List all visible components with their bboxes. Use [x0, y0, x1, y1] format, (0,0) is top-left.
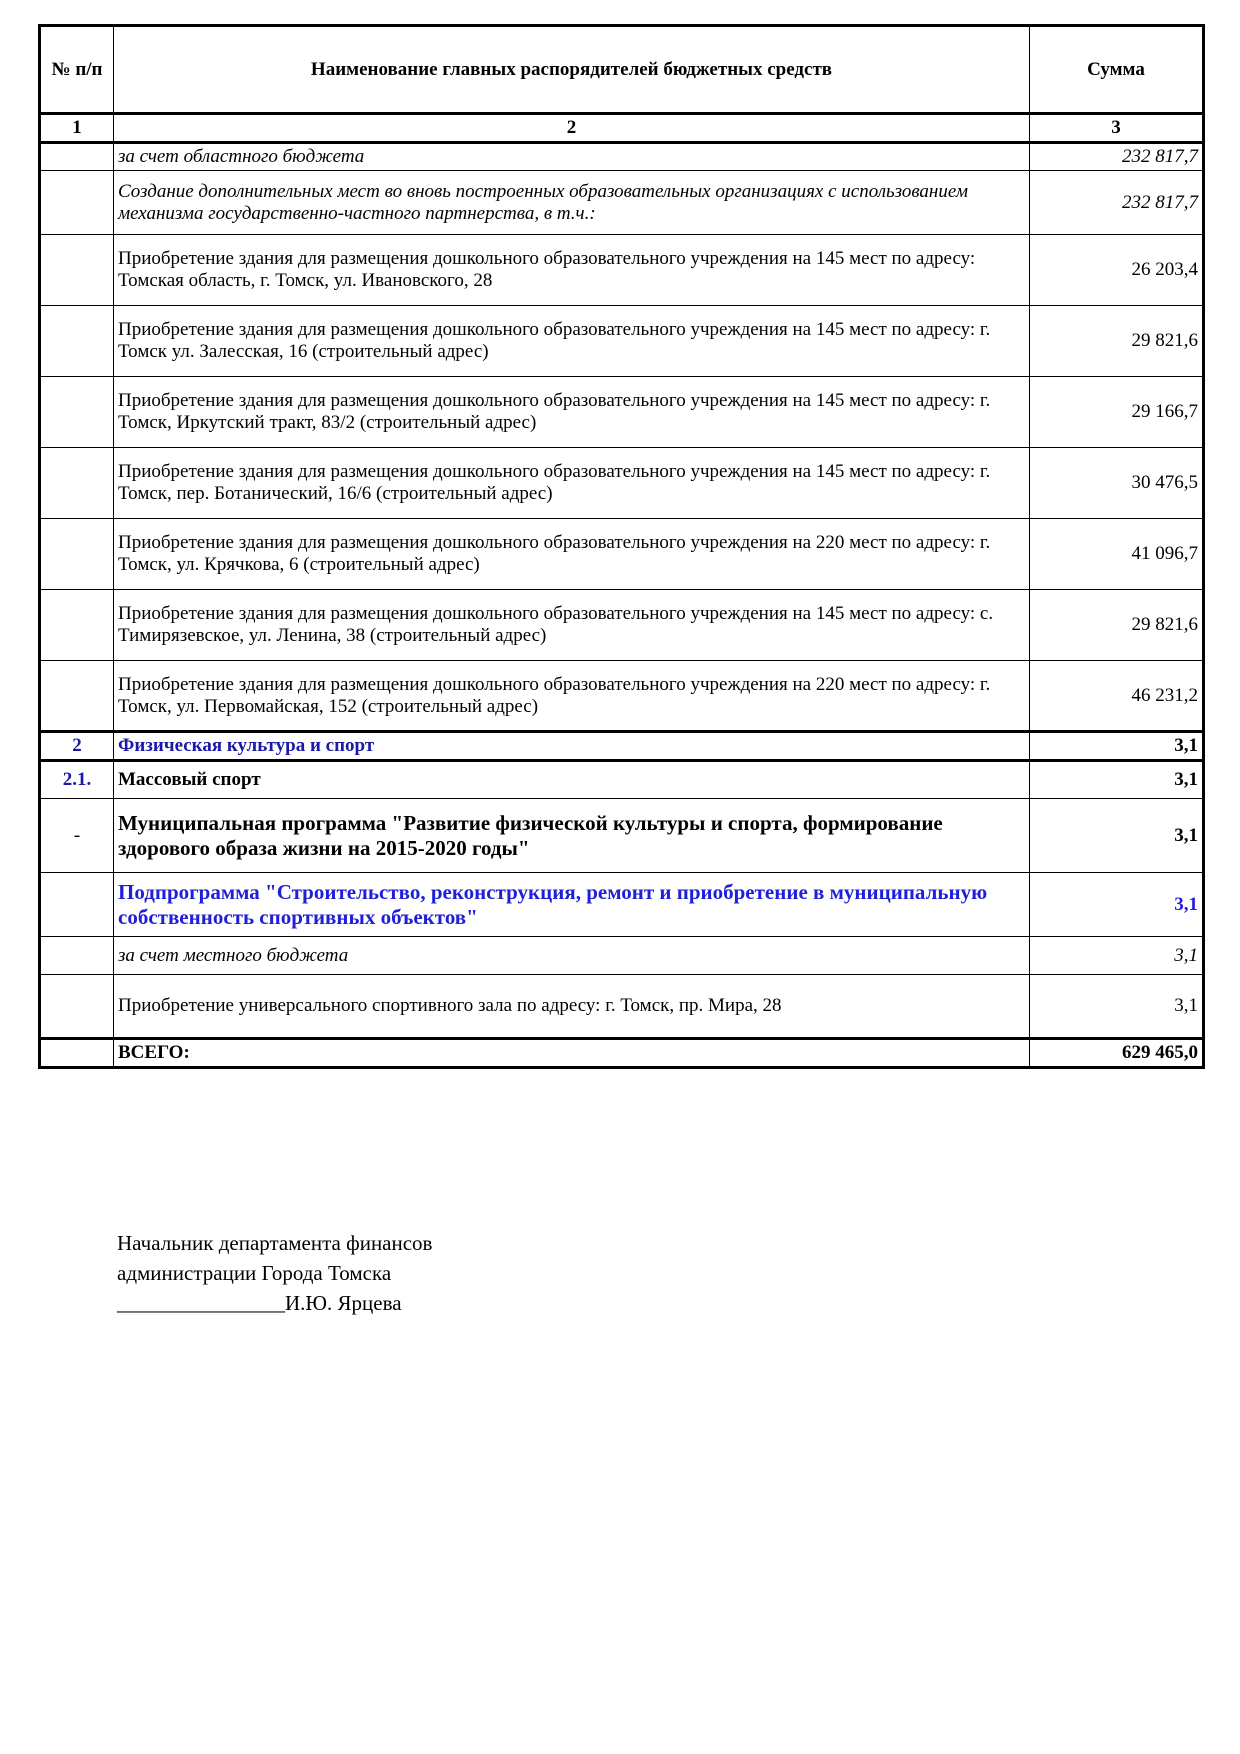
signature-name: ________________И.Ю. Ярцева: [117, 1291, 402, 1315]
row-sum: 46 231,2: [1030, 661, 1204, 732]
row-num: [40, 590, 114, 661]
subprogram-name: Подпрограмма "Строительство, реконструкция, ремонт и приобретение в муниципальную собственность спортивных объектов": [114, 873, 1030, 937]
budget-table: [38, 24, 1205, 1069]
section-num: 2: [40, 732, 114, 761]
row-sum: 29 821,6: [1030, 306, 1204, 377]
table-row: [40, 306, 1204, 377]
subprogram-sum: 3,1: [1030, 873, 1204, 937]
section-name: Физическая культура и спорт: [114, 732, 1030, 761]
table-row: [40, 590, 1204, 661]
row-name: Приобретение здания для размещения дошкольного образовательного учреждения на 220 мест по адресу: г. Томск, ул. Первомайская, 152 (строительный адрес): [114, 661, 1030, 732]
row-num: [40, 448, 114, 519]
row-name: за счет областного бюджета: [114, 143, 1030, 171]
header-num: № п/п: [40, 26, 114, 114]
subprogram-num: [40, 873, 114, 937]
row-num: [40, 661, 114, 732]
col-number-2: 2: [114, 114, 1030, 143]
row-num: [40, 377, 114, 448]
table-row: [40, 448, 1204, 519]
row-sum: 3,1: [1030, 975, 1204, 1039]
row-sum: 26 203,4: [1030, 235, 1204, 306]
table-row: [40, 143, 1204, 171]
row-num: [40, 235, 114, 306]
table-row: [40, 377, 1204, 448]
row-name: Приобретение здания для размещения дошкольного образовательного учреждения на 220 мест по адресу: г. Томск, ул. Крячкова, 6 (строительный адрес): [114, 519, 1030, 590]
col-number-3: 3: [1030, 114, 1204, 143]
signature-block: [117, 1228, 432, 1318]
table-row: [40, 661, 1204, 732]
total-sum: 629 465,0: [1030, 1039, 1204, 1068]
column-number-row: [40, 114, 1204, 143]
row-sum: 41 096,7: [1030, 519, 1204, 590]
row-name: Приобретение здания для размещения дошкольного образовательного учреждения на 145 мест по адресу: с. Тимирязевское, ул. Ленина, 38 (строительный адрес): [114, 590, 1030, 661]
program-num: -: [40, 799, 114, 873]
signature-position: Начальник департамента финансов: [117, 1231, 433, 1255]
col-number-1: 1: [40, 114, 114, 143]
total-label: ВСЕГО:: [114, 1039, 1030, 1068]
row-name: за счет местного бюджета: [114, 937, 1030, 975]
row-sum: 29 821,6: [1030, 590, 1204, 661]
subprogram-row: [40, 873, 1204, 937]
row-sum: 3,1: [1030, 937, 1204, 975]
row-name: Приобретение универсального спортивного зала по адресу: г. Томск, пр. Мира, 28: [114, 975, 1030, 1039]
row-num: [40, 306, 114, 377]
subsection-num: 2.1.: [40, 761, 114, 799]
table-row: [40, 519, 1204, 590]
row-num: [40, 171, 114, 235]
subsection-row: [40, 761, 1204, 799]
row-num: [40, 143, 114, 171]
table-row: [40, 171, 1204, 235]
row-name: Создание дополнительных мест во вновь построенных образовательных организациях с использованием механизма государственно-частного партнерства, в т.ч.:: [114, 171, 1030, 235]
table-row: [40, 975, 1204, 1039]
section-sum: 3,1: [1030, 732, 1204, 761]
row-name: Приобретение здания для размещения дошкольного образовательного учреждения на 145 мест по адресу: г. Томск ул. Залесская, 16 (строительный адрес): [114, 306, 1030, 377]
program-row: [40, 799, 1204, 873]
header-sum: Сумма: [1030, 26, 1204, 114]
row-sum: 29 166,7: [1030, 377, 1204, 448]
subsection-name: Массовый спорт: [114, 761, 1030, 799]
total-row: [40, 1039, 1204, 1068]
total-num: [40, 1039, 114, 1068]
row-num: [40, 937, 114, 975]
row-num: [40, 519, 114, 590]
header-name: Наименование главных распорядителей бюджетных средств: [114, 26, 1030, 114]
row-name: Приобретение здания для размещения дошкольного образовательного учреждения на 145 мест по адресу: Томская область, г. Томск, ул. Ивановского, 28: [114, 235, 1030, 306]
program-sum: 3,1: [1030, 799, 1204, 873]
row-sum: 232 817,7: [1030, 171, 1204, 235]
table-row: [40, 235, 1204, 306]
section-row: [40, 732, 1204, 761]
row-num: [40, 975, 114, 1039]
row-sum: 30 476,5: [1030, 448, 1204, 519]
row-name: Приобретение здания для размещения дошкольного образовательного учреждения на 145 мест по адресу: г. Томск, Иркутский тракт, 83/2 (строительный адрес): [114, 377, 1030, 448]
signature-organization: администрации Города Томска: [117, 1261, 392, 1285]
row-sum: 232 817,7: [1030, 143, 1204, 171]
header-row: [40, 26, 1204, 114]
table-row: [40, 937, 1204, 975]
row-name: Приобретение здания для размещения дошкольного образовательного учреждения на 145 мест по адресу: г. Томск, пер. Ботанический, 16/6 (строительный адрес): [114, 448, 1030, 519]
subsection-sum: 3,1: [1030, 761, 1204, 799]
program-name: Муниципальная программа "Развитие физической культуры и спорта, формирование здорового образа жизни на 2015-2020 годы": [114, 799, 1030, 873]
